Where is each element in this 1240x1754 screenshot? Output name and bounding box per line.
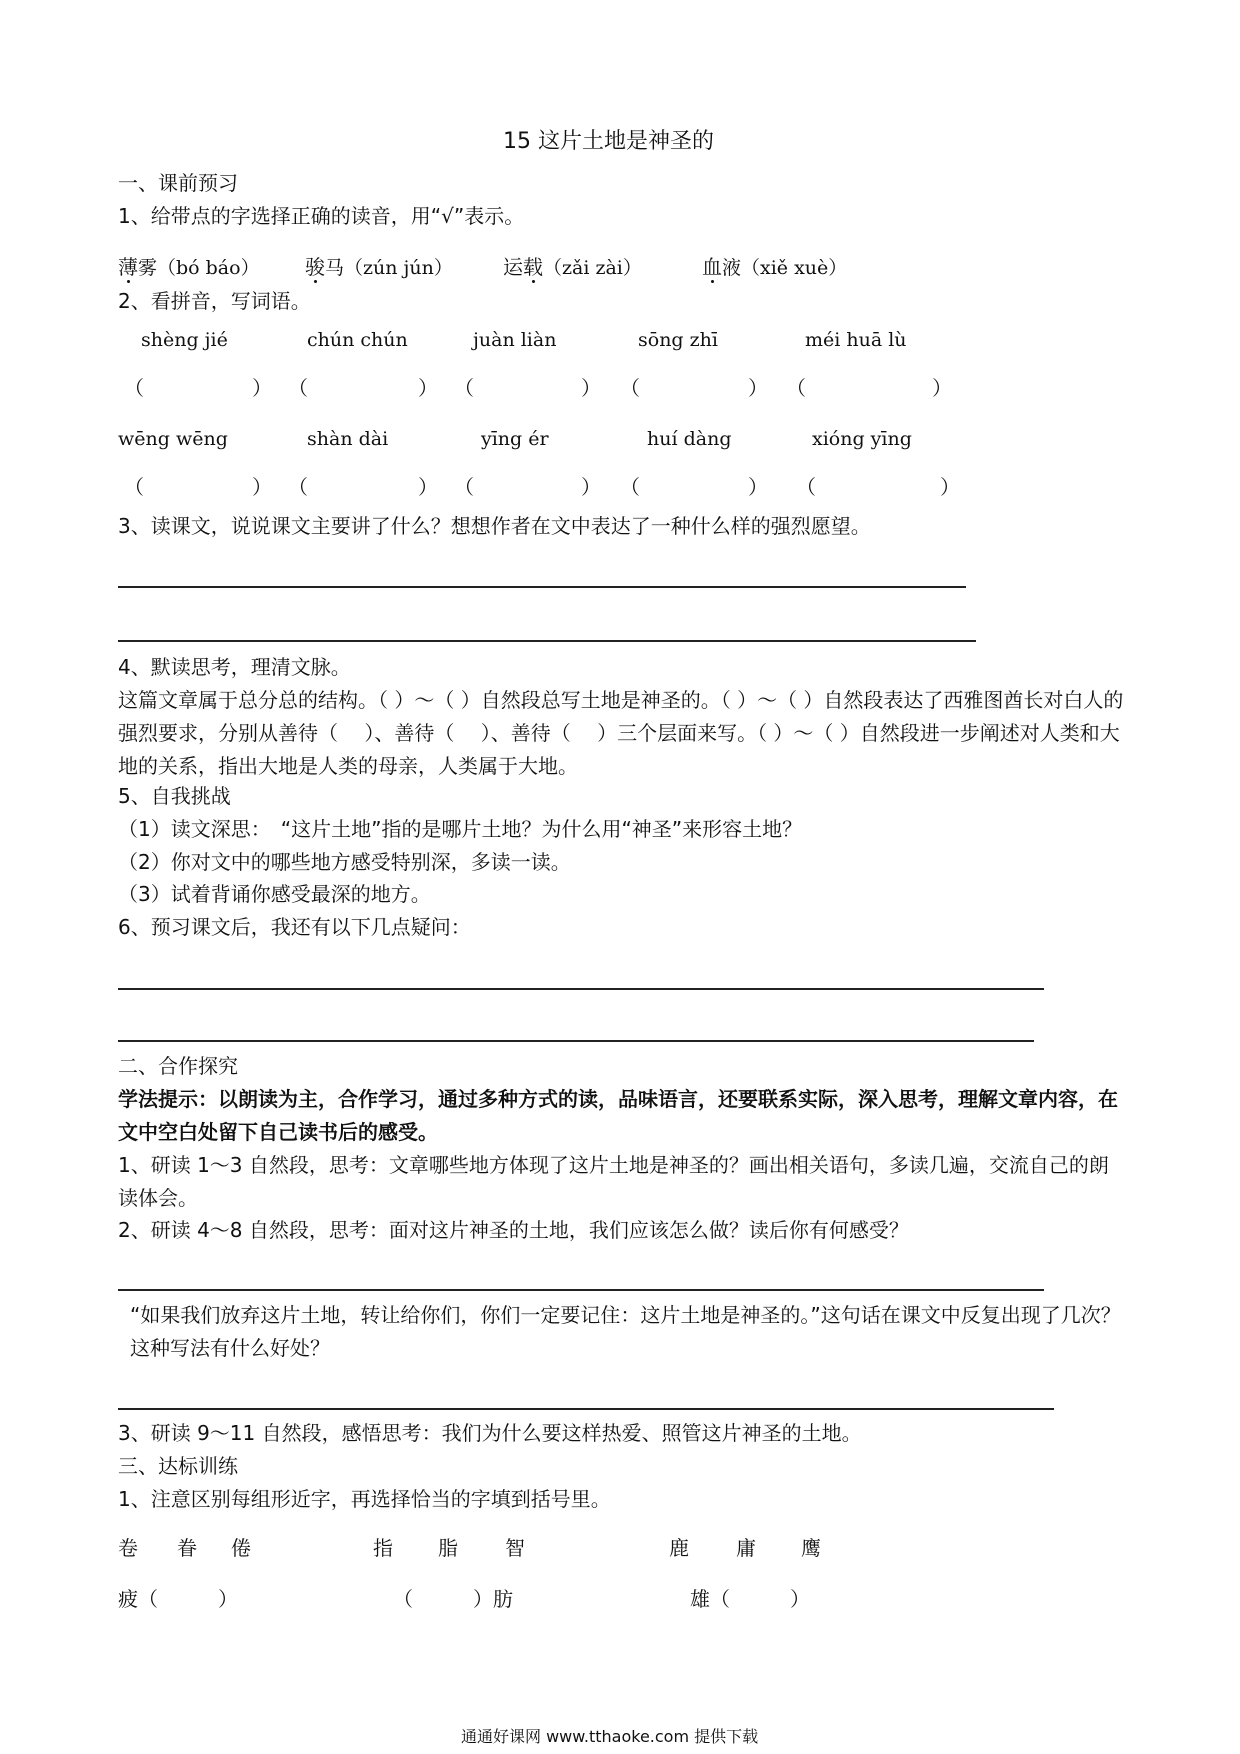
answer-paren-close: ） bbox=[932, 376, 952, 400]
answer-paren-open: （ bbox=[786, 376, 806, 400]
answer-paren-open: （ bbox=[124, 376, 144, 400]
pinyin-word: shàn dài bbox=[307, 428, 389, 450]
fill-blank: 雄（ ） bbox=[690, 1587, 810, 1611]
quote-question: “如果我们放弃这片土地，转让给你们，你们一定要记住：这片土地是神圣的。”这句话在课文中反复出现了几次？这种写法有什么好处？ bbox=[130, 1303, 1121, 1360]
s3-q1: 1、注意区别每组形近字，再选择恰当的字填到括号里。 bbox=[118, 1487, 611, 1511]
q5-item-2: （2）你对文中的哪些地方感受特别深，多读一读。 bbox=[118, 850, 571, 874]
answer-paren-open: （ bbox=[454, 376, 474, 400]
study-tip: 学法提示：以朗读为主，合作学习，通过多种方式的读，品味语言，还要联系实际，深入思考，理解文章内容，在文中空白处留下自己读书后的感受。 bbox=[118, 1087, 1118, 1144]
char: 鹿 bbox=[669, 1536, 689, 1560]
q2-instruction: 2、看拼音，写词语。 bbox=[118, 289, 311, 313]
char: 脂 bbox=[438, 1536, 458, 1560]
pinyin-word: chún chún bbox=[307, 329, 408, 351]
answer-paren-close: ） bbox=[581, 475, 601, 499]
answer-paren-close: ） bbox=[252, 475, 272, 499]
answer-paren-close: ） bbox=[418, 475, 438, 499]
q1-instruction: 1、给带点的字选择正确的读音，用“√”表示。 bbox=[118, 204, 525, 228]
pinyin-word: xióng yīng bbox=[812, 428, 912, 450]
q5-item-3: （3）试着背诵你感受最深的地方。 bbox=[118, 882, 431, 906]
char: 倦 bbox=[231, 1536, 251, 1560]
answer-paren-close: ） bbox=[748, 376, 768, 400]
section3-heading: 三、达标训练 bbox=[118, 1454, 238, 1478]
answer-paren-close: ） bbox=[252, 376, 272, 400]
answer-paren-open: （ bbox=[288, 475, 308, 499]
answer-line bbox=[118, 1040, 1034, 1042]
fill-blank: 疲（ ） bbox=[118, 1587, 238, 1611]
answer-paren-open: （ bbox=[288, 376, 308, 400]
char: 眷 bbox=[177, 1536, 197, 1560]
char: 指 bbox=[373, 1536, 393, 1560]
dotted-char: 血 bbox=[702, 255, 722, 279]
answer-line bbox=[118, 1408, 1054, 1410]
pinyin-word: juàn liàn bbox=[473, 329, 557, 351]
answer-paren-open: （ bbox=[796, 475, 816, 499]
pinyin-word: shèng jié bbox=[141, 329, 228, 351]
q5-item-1: （1）读文深思： “这片土地”指的是哪片土地？为什么用“神圣”来形容土地？ bbox=[118, 817, 803, 841]
s2-q1: 1、研读 1～3 自然段，思考：文章哪些地方体现了这片土地是神圣的？画出相关语句，多读几遍，交流自己的朗读体会。 bbox=[118, 1153, 1109, 1210]
answer-paren-open: （ bbox=[620, 376, 640, 400]
answer-line bbox=[118, 586, 966, 588]
answer-line bbox=[118, 988, 1044, 990]
answer-paren-close: ） bbox=[940, 475, 960, 499]
answer-paren-close: ） bbox=[581, 376, 601, 400]
char: 鹰 bbox=[801, 1536, 821, 1560]
q1-item: 薄雾（bó báo） bbox=[118, 255, 260, 279]
q5-heading: 5、自我挑战 bbox=[118, 784, 231, 808]
q4-paragraph: 这篇文章属于总分总的结构。（ ）～（ ）自然段总写土地是神圣的。（ ）～（ ）自然段表达了西雅图酋长对白人的强烈要求，分别从善待（ ）、善待（ ）、善待（ ）三个层面来写。（ ）～（ ）自然段进一步阐述对人类和大地的关系，指出大地是人类的母亲，人类属于大地。 bbox=[118, 688, 1124, 778]
char: 卷 bbox=[118, 1536, 138, 1560]
s2-q2: 2、研读 4～8 自然段，思考：面对这片神圣的土地，我们应该怎么做？读后你有何感受？ bbox=[118, 1218, 909, 1242]
page-title: 15 这片土地是神圣的 bbox=[503, 129, 714, 154]
q1-item: 血液（xiě xuè） bbox=[702, 255, 848, 279]
q6-instruction: 6、预习课文后，我还有以下几点疑问： bbox=[118, 915, 471, 939]
answer-paren-open: （ bbox=[620, 475, 640, 499]
q1-item: 骏马（zún jún） bbox=[305, 255, 453, 279]
section1-heading: 一、课前预习 bbox=[118, 171, 238, 195]
answer-paren-close: ） bbox=[418, 376, 438, 400]
dotted-char: 载 bbox=[523, 255, 543, 279]
answer-line bbox=[118, 1289, 1044, 1291]
dotted-char: 薄 bbox=[118, 255, 138, 279]
answer-paren-open: （ bbox=[454, 475, 474, 499]
pinyin-word: sōng zhī bbox=[638, 329, 718, 351]
char: 庸 bbox=[736, 1536, 756, 1560]
pinyin-word: huí dàng bbox=[647, 428, 732, 450]
answer-paren-open: （ bbox=[124, 475, 144, 499]
q4-instruction: 4、默读思考，理清文脉。 bbox=[118, 655, 351, 679]
dotted-char: 骏 bbox=[305, 255, 325, 279]
fill-blank: （ ）肪 bbox=[393, 1587, 513, 1611]
pinyin-word: wēng wēng bbox=[118, 428, 228, 450]
char: 智 bbox=[505, 1536, 525, 1560]
q1-item: 运载（zǎi zài） bbox=[503, 255, 642, 279]
s2-q3: 3、研读 9～11 自然段，感悟思考：我们为什么要这样热爱、照管这片神圣的土地。 bbox=[118, 1421, 862, 1445]
answer-line bbox=[118, 640, 976, 642]
page-footer: 通通好课网 www.tthaoke.com 提供下载 bbox=[461, 1727, 759, 1746]
pinyin-word: méi huā lù bbox=[805, 329, 907, 351]
pinyin-word: yīng ér bbox=[481, 428, 549, 450]
q3-instruction: 3、读课文，说说课文主要讲了什么？想想作者在文中表达了一种什么样的强烈愿望。 bbox=[118, 514, 871, 538]
answer-paren-close: ） bbox=[748, 475, 768, 499]
section2-heading: 二、合作探究 bbox=[118, 1054, 238, 1078]
